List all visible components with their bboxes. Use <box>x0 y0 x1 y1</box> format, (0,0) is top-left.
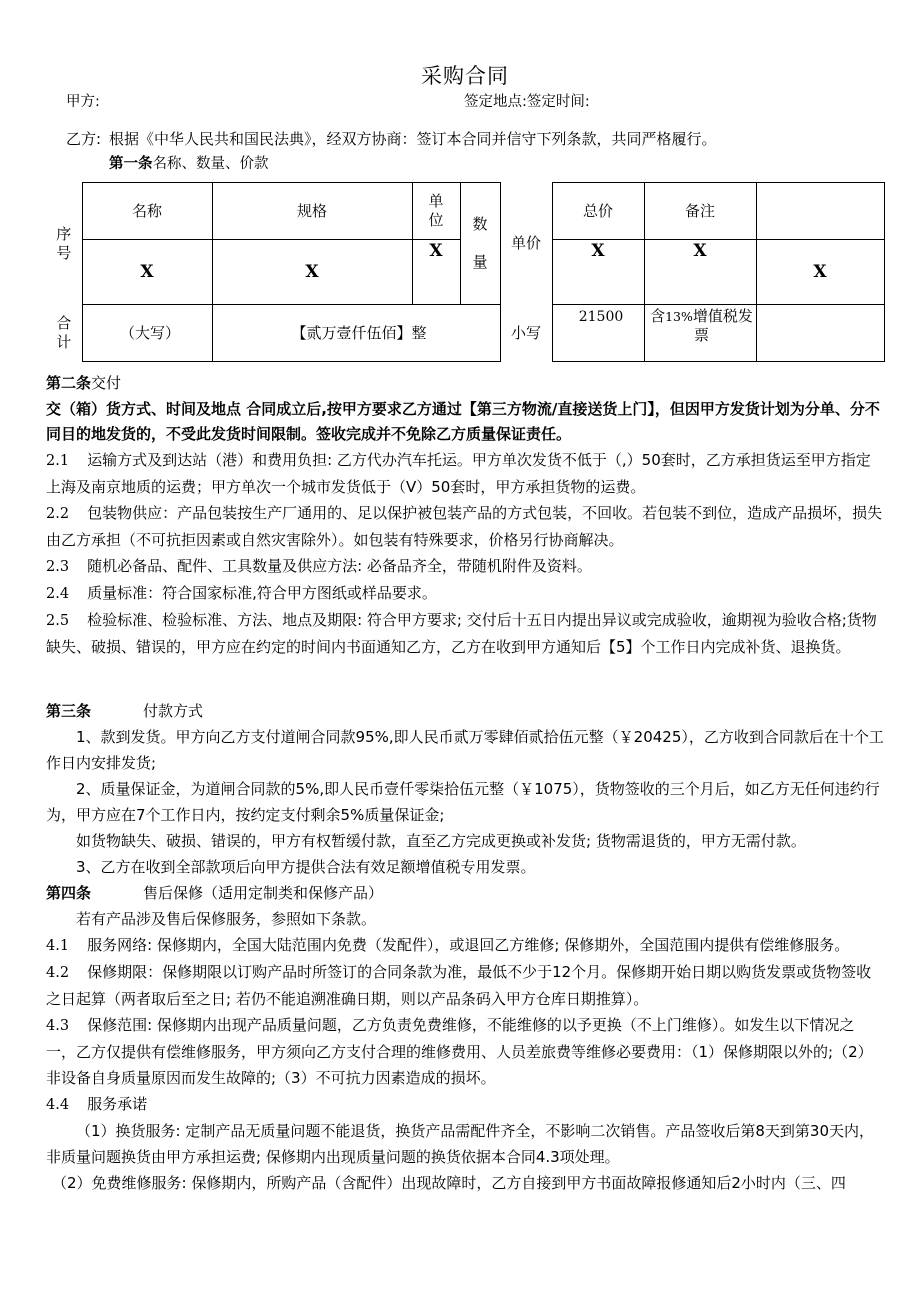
header-unit-price: 单价 <box>510 234 541 252</box>
section3-para-2: 2、质量保证金，为道闸合同款的5%,即人民币壹仟零柒拾伍元整（￥1075），货物签收的三个月后，如乙方无任何违约行为，甲方应在7个工作日内，按约定支付剩余5%质量保证金; <box>46 780 880 824</box>
section2-item-2-3: 2.3 随机必备品、配件、工具数量及供应方法: 必备品齐全，带随机附件及资料。 <box>46 557 592 575</box>
clause1-title: 名称、数量、价款 <box>152 156 269 172</box>
sign-place-time-label: 签定地点:签定时间: <box>464 94 590 110</box>
section4-sub-item-2: （2）免费维修服务: 保修期内，所购产品（含配件）出现故障时，乙方自接到甲方书面故障报修通知后2小时内（三、四 <box>52 1174 846 1192</box>
section2-heading: 第二条交付 <box>46 374 122 392</box>
party-a-label: 甲方: <box>66 94 100 110</box>
clause1-row <box>46 152 884 176</box>
preamble-text: 根据《中华人民共和国民法典》，经双方协商：签订本合同并信守下列条款，共同严格履行。 <box>109 130 717 148</box>
section4-item-4-1: 4.1 服务网络: 保修期内，全国大陆范围内免费（发配件），或退回乙方维修; 保修期外，全国范围内提供有偿维修服务。 <box>46 936 850 954</box>
goods-table-wrap <box>46 182 884 360</box>
clause1-label: 第一条 <box>109 156 153 172</box>
clause1-heading <box>109 152 269 176</box>
header-remark: 备注 <box>644 183 756 240</box>
section3-para-4: 3、乙方在收到全部款项后向甲方提供合法有效足额增值税专用发票。 <box>76 858 536 876</box>
section4-intro: 若有产品涉及售后保修服务，参照如下条款。 <box>76 910 377 928</box>
section2-bold-para: 交（箱）货方式、时间及地点 合同成立后,按甲方要求乙方通过【第三方物流/直接送货上门】，但因甲方发货计划为分单、分不同目的地发货的，不受此发货时间限制。签收完成并不免除乙方质量保证责任。 <box>46 400 880 443</box>
cell-name <box>82 240 212 305</box>
total-uppercase-label: （大写） <box>82 305 212 362</box>
header-unit: 单 位 <box>412 183 460 240</box>
section4-item-4-2: 4.2 保修期限：保修期限以订购产品时所签订的合同条款为准，最低不少于12个月。保修期开始日期以购货发票或货物签收之日起算（两者取后至之日; 若仍不能追溯准确日期，则以产品条码入甲方仓库日期推算）。 <box>46 963 872 1008</box>
section4-item-4-3: 4.3 保修范围: 保修期内出现产品质量问题，乙方负责免费维修，不能维修的以予更换（不上门维修）。如发生以下情况之一，乙方仅提供有偿维修服务，甲方须向乙方支付合理的维修费用、人员差旅费等维修必要费用：（1）保修期限以外的;（2）非设备自身质量原因而发生故障的;（3）不可抗力因素造成的损坏。 <box>46 1016 873 1087</box>
total-invoice-note: 含13%增值税发票 <box>644 305 756 362</box>
section4-sub-item-1: （1）换货服务: 定制产品无质量问题不能退货，换货产品需配件齐全，不影响二次销售。产品签收后第8天到第30天内，非质量问题换货由甲方承担运费; 保修期内出现质量问题的换货依据本合同4.3项处理。 <box>46 1122 875 1166</box>
total-lowercase-label: 小写 <box>510 323 541 342</box>
header-total-price: 总价 <box>552 183 644 240</box>
goods-table <box>46 182 885 362</box>
spacer-before-section3 <box>46 660 884 688</box>
section2-item-2-2: 2.2 包装物供应：产品包装按生产厂通用的、足以保护被包装产品的方式包装，不回收。若包装不到位，造成产品损坏，损失由乙方承担（不可抗拒因素或自然灾害除外）。如包装有特殊要求，价格另行协商解决。 <box>46 504 883 549</box>
page-content <box>46 0 884 1196</box>
cell-spec <box>212 240 412 305</box>
section4-item-4-4: 4.4 服务承诺 <box>46 1095 148 1113</box>
total-blank <box>756 305 884 362</box>
total-amount-figures: 21500 <box>552 305 644 362</box>
cell-total-price-value: X <box>591 241 605 261</box>
section3-para-1: 1、款到发货。甲方向乙方支付道闸合同款95%,即人民币贰万零肆佰贰拾伍元整（￥20425），乙方收到合同款后在十个工作日内安排发货; <box>46 728 884 772</box>
header-qty: 数 量 <box>460 183 500 305</box>
cell-unit-value: X <box>429 241 443 261</box>
cell-extra <box>756 240 884 305</box>
table-total-row <box>46 305 884 362</box>
cell-name-value: X <box>140 261 154 282</box>
cell-spec-value: X <box>305 261 319 282</box>
header-blank <box>756 183 884 240</box>
cell-extra-value: X <box>813 261 827 282</box>
header-name: 名称 <box>82 183 212 240</box>
table-header-row <box>46 183 884 240</box>
page-title: 采购合同 <box>421 64 509 88</box>
party-b-label: 乙方: <box>66 130 102 148</box>
cell-total-price <box>552 240 644 305</box>
cell-remark <box>644 240 756 305</box>
party-a-row <box>46 90 884 114</box>
section2-item-2-5: 2.5 检验标准、检验标准、方法、地点及期限: 符合甲方要求; 交付后十五日内提出异议或完成验收，逾期视为验收合格;货物缺失、破损、错误的，甲方应在约定的时间内书面通知乙方，乙方在收到甲方通知后【5】个工作日内完成补货、退换货。 <box>46 611 877 656</box>
cell-unit <box>412 240 460 305</box>
section2-item-2-1: 2.1 运输方式及到达站（港）和费用负担: 乙方代办汽车托运。甲方单次发货不低于（,）50套时，乙方承担货运至甲方指定上海及南京地质的运费；甲方单次一个城市发货低于（V）50套时，甲方承担货物的运费。 <box>46 451 871 496</box>
header-index: 序 号 <box>56 224 72 262</box>
party-b-row <box>46 126 884 152</box>
section3-heading: 第三条 付款方式 <box>46 702 204 720</box>
section2-item-2-4: 2.4 质量标准：符合国家标准,符合甲方图纸或样品要求。 <box>46 584 437 602</box>
cell-remark-value: X <box>693 241 707 261</box>
header-spec: 规格 <box>212 183 412 240</box>
section4-heading: 第四条 售后保修（适用定制类和保修产品） <box>46 884 384 902</box>
total-amount-words: 【贰万壹仟伍佰】整 <box>212 305 500 362</box>
section3-para-3: 如货物缺失、破损、错误的，甲方有权暂缓付款，直至乙方完成更换或补发货; 货物需退货的，甲方无需付款。 <box>76 832 806 850</box>
total-label: 合 计 <box>56 314 72 351</box>
